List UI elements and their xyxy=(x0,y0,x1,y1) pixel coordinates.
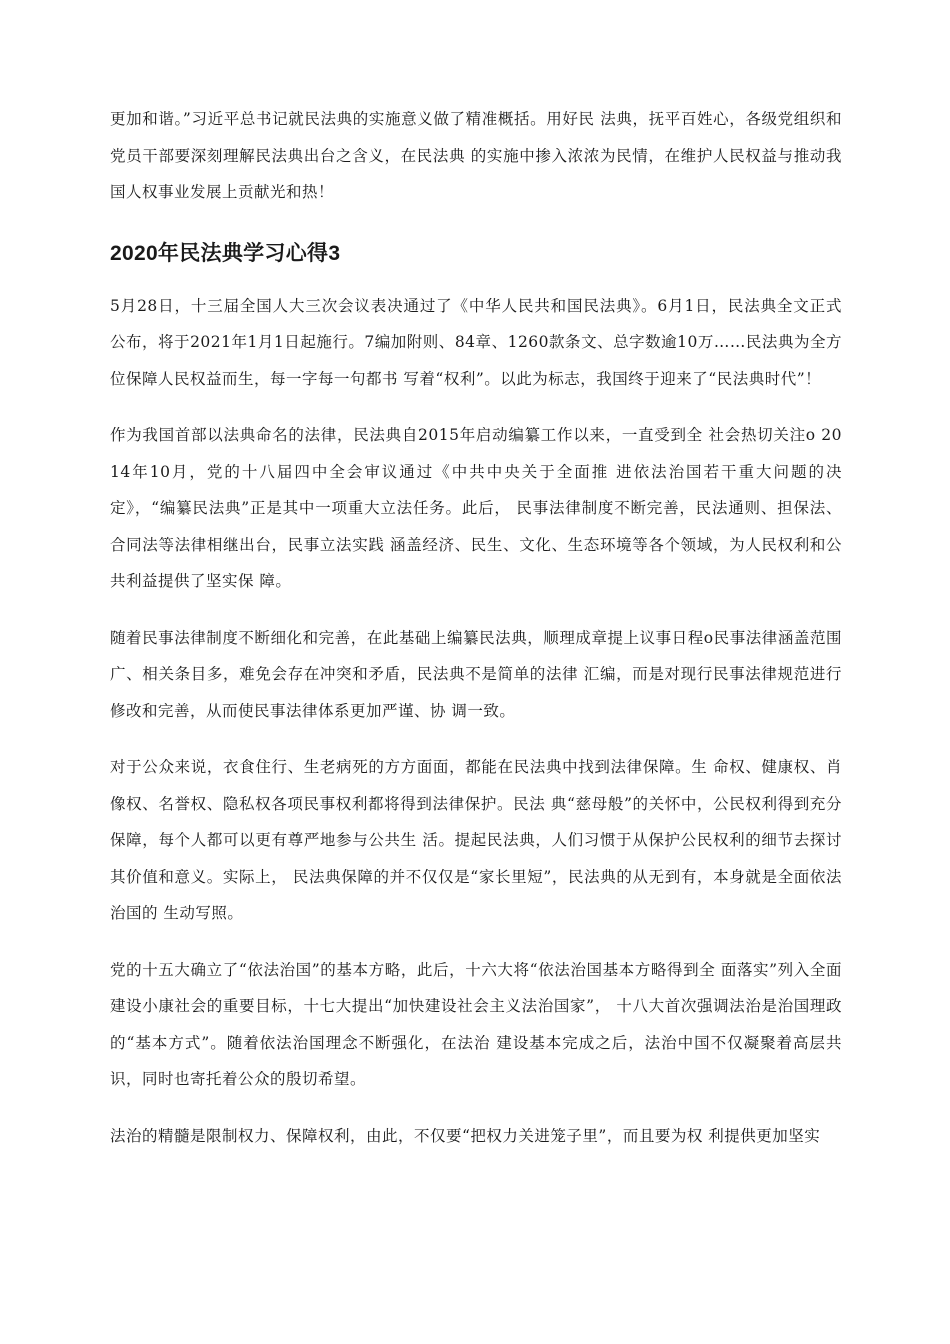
document-page xyxy=(110,101,842,1154)
intro-paragraph: 更加和谐。”习近平总书记就民法典的实施意义做了精准概括。用好民 法典，抚平百姓心，各级党组织和党员干部要深刻理解民法典出台之含义，在民法典 的实施中掺入浓浓为民情，在维护人民权益与推动我国人权事业发展上贡献光和热！ xyxy=(110,110,842,201)
body-paragraph-5: 党的十五大确立了“依法治国”的基本方略，此后，十六大将“依法治国基本方略得到全 面落实”列入全面建设小康社会的重要目标，十七大提出“加快建设社会主义法治国家”， 十八大首次强调法治是治国理政的“基本方式”。随着依法治国理念不断强化，在法治 建设基本完成之后，法治中国不仅凝聚着高层共识，同时也寄托着公众的殷切希望。 xyxy=(110,960,842,1088)
body-paragraph-1: 5月28日，十三届全国人大三次会议表决通过了《中华人民共和国民法典》。6月1日，民法典全文正式公布，将于2021年1月1日起施行。7编加附则、84章、1260款条文、总字数逾10万……民法典为全方位保障人民权益而生，每一字每一句都书 写着“权利”。以此为标志，我国终于迎来了“民法典时代”！ xyxy=(110,296,842,388)
section-title: 2020年民法典学习心得3 xyxy=(110,241,341,265)
body-paragraph-2: 作为我国首部以法典命名的法律，民法典自2015年启动编纂工作以来，一直受到全 社会热切关注o 2014年10月，党的十八届四中全会审议通过《中共中央关于全面推 进依法治国若干重大问题的决定》，“编纂民法典”正是其中一项重大立法任务。此后， 民事法律制度不断完善，民法通则、担保法、合同法等法律相继出台，民事立法实践 涵盖经济、民生、文化、生态环境等各个领域，为人民权利和公共利益提供了坚实保 障。 xyxy=(110,426,842,590)
body-paragraph-3: 随着民事法律制度不断细化和完善，在此基础上编纂民法典，顺理成章提上议事日程o民事法律涵盖范围广、相关条目多，难免会存在冲突和矛盾，民法典不是简单的法律 汇编，而是对现行民事法律规范进行修改和完善，从而使民事法律体系更加严谨、协 调一致。 xyxy=(110,628,842,720)
body-paragraph-6: 法治的精髓是限制权力、保障权利，由此，不仅要“把权力关进笼子里”，而且要为权 利提供更加坚实 xyxy=(110,1126,821,1145)
body-paragraph-4: 对于公众来说，衣食住行、生老病死的方方面面，都能在民法典中找到法律保障。生 命权、健康权、肖像权、名誉权、隐私权各项民事权利都将得到法律保护。民法 典“慈母般”的关怀中，公民权利得到充分保障，每个人都可以更有尊严地参与公共生 活。提起民法典，人们习惯于从保护公民权利的细节去探讨其价值和意义。实际上， 民法典保障的并不仅仅是“家长里短”，民法典的从无到有，本身就是全面依法治国的 生动写照。 xyxy=(110,758,842,922)
